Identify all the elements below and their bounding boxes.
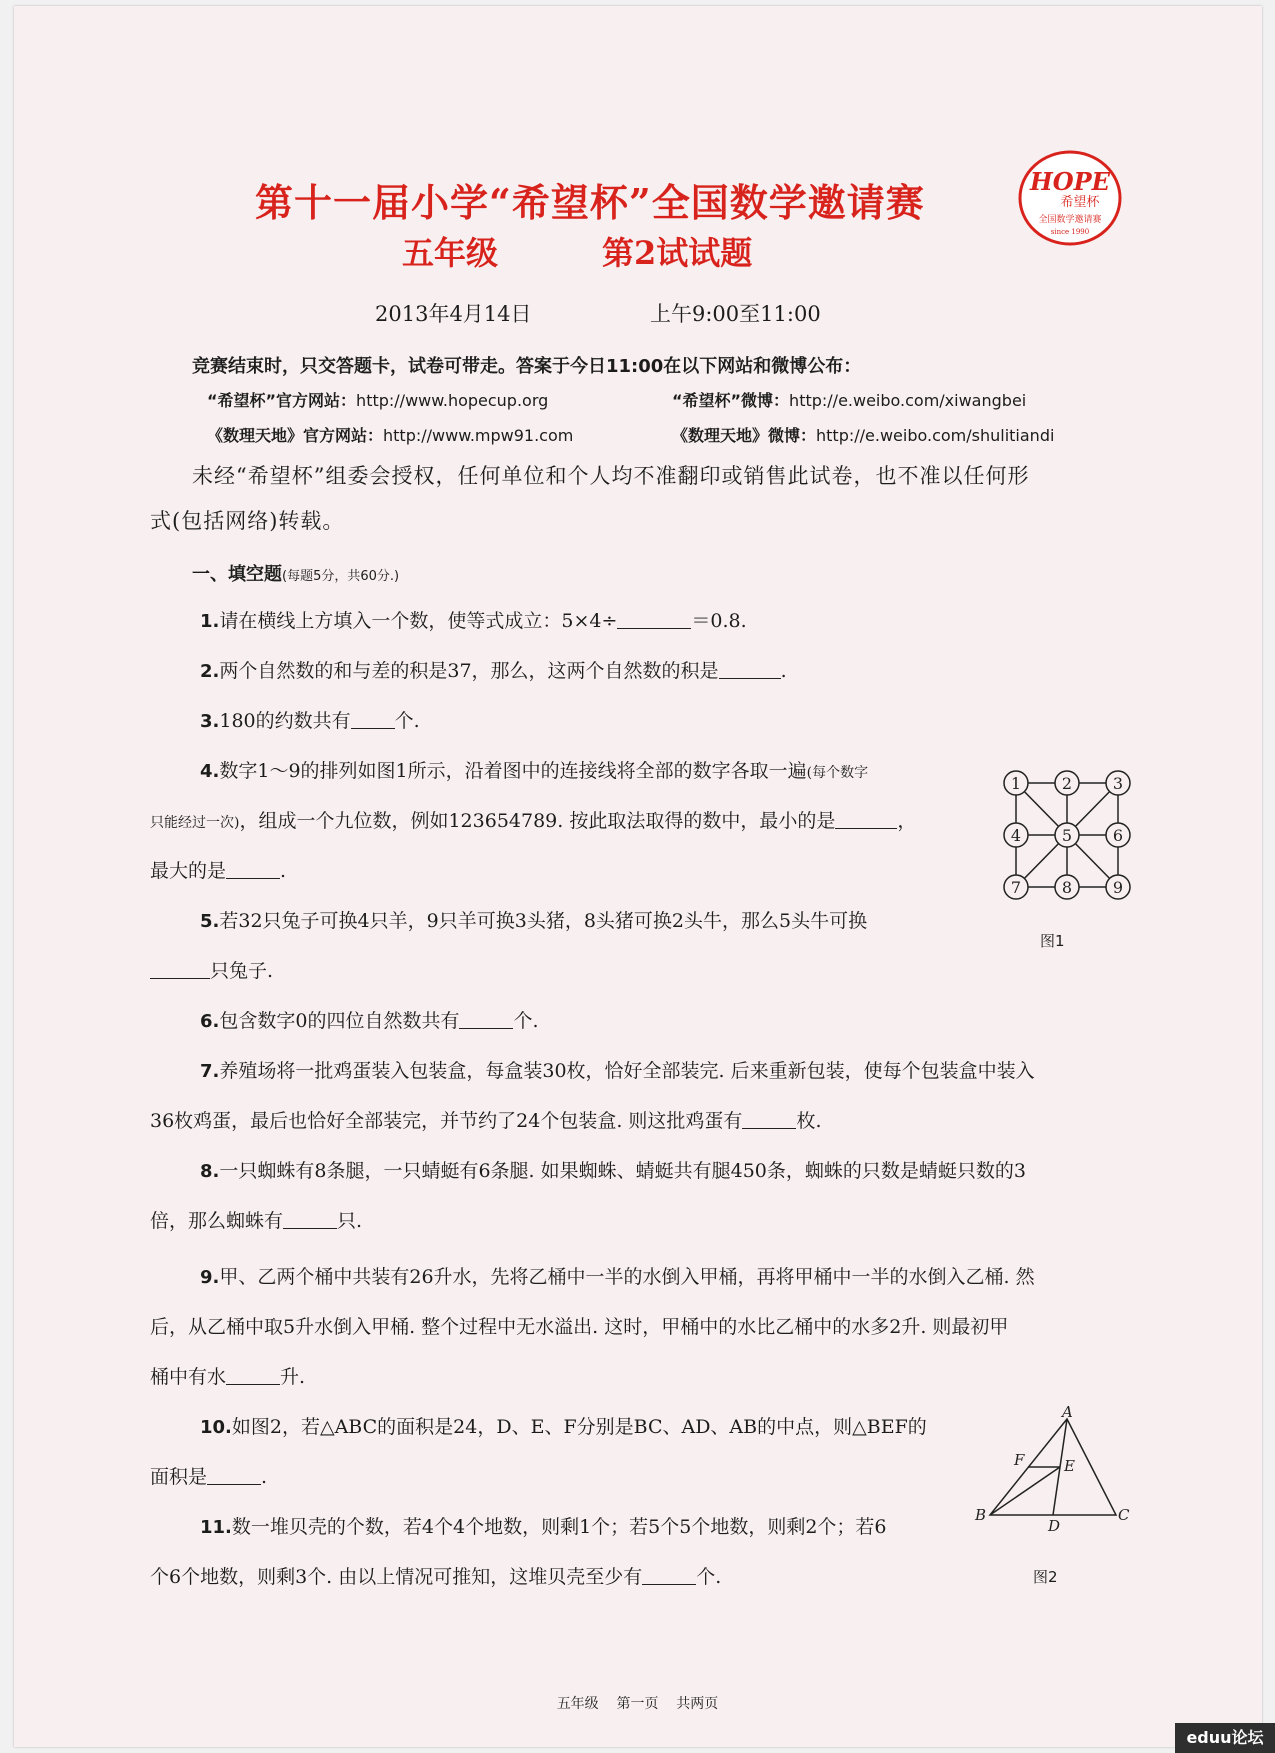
question-5-line-1 bbox=[200, 906, 867, 933]
question-text: 升. bbox=[280, 1366, 306, 1388]
fig1-node-1: 1 bbox=[1010, 774, 1022, 793]
answer-blank[interactable] bbox=[617, 609, 691, 629]
figure-2-caption: 图2 bbox=[1033, 1568, 1058, 1586]
question-text: 如图2，若△ABC的面积是24，D、E、F分别是BC、AD、AB的中点，则△BEF的 bbox=[231, 1416, 927, 1438]
website-1-url[interactable]: http://www.hopecup.org bbox=[356, 391, 549, 410]
website-1 bbox=[207, 388, 548, 411]
website-1-label: “希望杯”官方网站： bbox=[207, 391, 357, 410]
question-text: 个. bbox=[394, 710, 420, 732]
question-text: 36枚鸡蛋，最后也恰好全部装完，并节约了24个包装盒. 则这批鸡蛋有 bbox=[150, 1110, 743, 1132]
question-7-line-1 bbox=[200, 1056, 1035, 1083]
fig1-node-4: 4 bbox=[1010, 826, 1022, 845]
question-number: 10. bbox=[200, 1417, 232, 1438]
figure-1 bbox=[997, 764, 1137, 908]
answer-blank[interactable] bbox=[226, 1365, 280, 1385]
fig1-node-5: 5 bbox=[1061, 826, 1073, 845]
question-note: (每个数字 bbox=[806, 765, 869, 781]
exam-date: 2013年4月14日 bbox=[375, 302, 532, 326]
website-4-url[interactable]: http://e.weibo.com/shulitiandi bbox=[816, 426, 1055, 445]
question-text: 个. bbox=[513, 1010, 539, 1032]
website-4 bbox=[672, 423, 1054, 446]
question-number: 1. bbox=[200, 611, 220, 632]
question-text: 包含数字0的四位自然数共有 bbox=[219, 1010, 460, 1032]
question-4-line-2 bbox=[150, 806, 916, 833]
page-footer: 五年级 第一页 共两页 bbox=[556, 1696, 719, 1712]
fig2-label-f: F bbox=[1014, 1451, 1025, 1469]
question-text: 两个自然数的和与差的积是37，那么，这两个自然数的积是 bbox=[219, 660, 719, 682]
figure-1-caption: 图1 bbox=[1040, 932, 1065, 950]
question-number: 7. bbox=[200, 1061, 220, 1082]
logo-sub2: 全国数学邀请赛 bbox=[1038, 215, 1102, 225]
question-4-line-1 bbox=[200, 756, 868, 783]
question-10-line-2 bbox=[150, 1462, 267, 1489]
exam-time: 上午9:00至11:00 bbox=[650, 302, 821, 326]
fig1-node-8: 8 bbox=[1061, 878, 1073, 897]
question-text: 数字1～9的排列如图1所示，沿着图中的连接线将全部的数字各取一遍 bbox=[219, 760, 807, 782]
test-label: 第2试试题 bbox=[602, 234, 753, 272]
logo-sub1: 希望杯 bbox=[1060, 195, 1100, 210]
copyright-line-1: 未经“希望杯”组委会授权，任何单位和个人均不准翻印或销售此试卷，也不准以任何形 bbox=[192, 464, 1030, 488]
answer-blank[interactable] bbox=[226, 859, 280, 879]
answer-blank[interactable] bbox=[719, 659, 781, 679]
question-text: 若32只兔子可换4只羊，9只羊可换3头猪，8头猪可换2头牛，那么5头牛可换 bbox=[219, 910, 868, 932]
question-number: 6. bbox=[200, 1011, 220, 1032]
question-text: . bbox=[780, 660, 787, 682]
figure-2 bbox=[970, 1405, 1130, 1539]
question-text: 只. bbox=[337, 1210, 363, 1232]
question-text: 枚. bbox=[796, 1110, 822, 1132]
section-title: 一、填空题 bbox=[192, 564, 282, 585]
question-3 bbox=[200, 706, 420, 733]
question-text: 180的约数共有 bbox=[219, 710, 351, 732]
notice-text: 竞赛结束时，只交答题卡，试卷可带走。答案于今日11:00在以下网站和微博公布： bbox=[192, 356, 862, 377]
fig2-label-d: D bbox=[1048, 1517, 1061, 1535]
question-text: 最大的是 bbox=[150, 860, 227, 882]
question-text: 面积是 bbox=[150, 1466, 208, 1488]
question-text: 养殖场将一批鸡蛋装入包装盒，每盒装30枚，恰好全部装完. 后来重新包装，使每个包装盒中装入 bbox=[219, 1060, 1035, 1082]
question-number: 9. bbox=[200, 1267, 220, 1288]
grade-label: 五年级 bbox=[402, 234, 499, 272]
question-text: 只兔子. bbox=[210, 960, 274, 982]
question-10-line-1 bbox=[200, 1412, 927, 1439]
answer-blank[interactable] bbox=[835, 809, 897, 829]
answer-blank[interactable] bbox=[459, 1009, 513, 1029]
question-text: 请在横线上方填入一个数，使等式成立：5×4÷ bbox=[219, 610, 618, 632]
question-5-line-2 bbox=[150, 956, 273, 983]
question-text: ， bbox=[897, 810, 917, 832]
question-text: 一只蜘蛛有8条腿，一只蜻蜓有6条腿. 如果蜘蛛、蜻蜓共有腿450条，蜘蛛的只数是蜻蜓只数的3 bbox=[219, 1160, 1026, 1182]
question-11-line-1 bbox=[200, 1512, 887, 1539]
question-text: . bbox=[261, 1466, 268, 1488]
section-heading bbox=[192, 560, 399, 586]
answer-blank[interactable] bbox=[207, 1465, 261, 1485]
answer-blank[interactable] bbox=[283, 1209, 337, 1229]
question-number: 8. bbox=[200, 1161, 220, 1182]
question-number: 3. bbox=[200, 711, 220, 732]
fig1-node-9: 9 bbox=[1112, 878, 1124, 897]
website-3-url[interactable]: http://www.mpw91.com bbox=[383, 426, 574, 445]
question-6 bbox=[200, 1006, 539, 1033]
copyright-line-2: 式(包括网络)转载。 bbox=[150, 509, 345, 533]
question-8-line-1 bbox=[200, 1156, 1026, 1183]
logo-text: HOPE bbox=[1030, 167, 1110, 196]
question-9-line-1 bbox=[200, 1262, 1035, 1289]
website-3 bbox=[207, 423, 573, 446]
exam-title: 第十一届小学“希望杯”全国数学邀请赛 bbox=[255, 180, 925, 225]
question-text: 后，从乙桶中取5升水倒入甲桶. 整个过程中无水溢出. 这时，甲桶中的水比乙桶中的水多2升. 则最初甲 bbox=[150, 1316, 1009, 1338]
fig2-label-b: B bbox=[975, 1506, 987, 1524]
question-text: 倍，那么蜘蛛有 bbox=[150, 1210, 284, 1232]
answer-blank[interactable] bbox=[351, 709, 395, 729]
website-2-label: “希望杯”微博： bbox=[672, 391, 790, 410]
question-7-line-2 bbox=[150, 1106, 821, 1133]
question-9-line-3 bbox=[150, 1362, 305, 1389]
website-4-label: 《数理天地》微博： bbox=[672, 426, 817, 445]
question-text: ＝0.8. bbox=[691, 610, 747, 632]
question-text: . bbox=[280, 860, 287, 882]
website-2-url[interactable]: http://e.weibo.com/xiwangbei bbox=[789, 391, 1027, 410]
question-text: 甲、乙两个桶中共装有26升水，先将乙桶中一半的水倒入甲桶，再将甲桶中一半的水倒入乙桶. 然 bbox=[219, 1266, 1035, 1288]
question-text: 数一堆贝壳的个数，若4个4个地数，则剩1个；若5个5个地数，则剩2个；若6 bbox=[231, 1516, 887, 1538]
answer-blank[interactable] bbox=[742, 1109, 796, 1129]
fig2-label-a: A bbox=[1062, 1405, 1073, 1421]
watermark: eduu论坛 bbox=[1175, 1723, 1275, 1753]
fig1-node-3: 3 bbox=[1112, 774, 1124, 793]
website-3-label: 《数理天地》官方网站： bbox=[207, 426, 384, 445]
hope-logo bbox=[1014, 146, 1126, 254]
fig1-node-6: 6 bbox=[1112, 826, 1124, 845]
website-2 bbox=[672, 388, 1026, 411]
fig1-node-2: 2 bbox=[1061, 774, 1073, 793]
fig2-label-c: C bbox=[1118, 1506, 1130, 1524]
fig1-node-7: 7 bbox=[1010, 878, 1022, 897]
question-text: ，组成一个九位数，例如123654789. 按此取法取得的数中，最小的是 bbox=[239, 810, 836, 832]
question-9-line-2 bbox=[150, 1312, 1008, 1339]
question-number: 4. bbox=[200, 761, 220, 782]
section-note: (每题5分，共60分.) bbox=[282, 569, 400, 584]
question-note: 只能经过一次) bbox=[150, 815, 240, 831]
question-text: 桶中有水 bbox=[150, 1366, 227, 1388]
question-2 bbox=[200, 656, 787, 683]
question-4-line-3 bbox=[150, 856, 286, 883]
answer-blank[interactable] bbox=[642, 1565, 696, 1585]
fig2-label-e: E bbox=[1064, 1457, 1075, 1475]
question-11-line-2 bbox=[150, 1562, 721, 1589]
question-text: 个6个地数，则剩3个. 由以上情况可推知，这堆贝壳至少有 bbox=[150, 1566, 643, 1588]
logo-sub3: since 1990 bbox=[1050, 228, 1090, 236]
answer-blank[interactable] bbox=[150, 959, 210, 979]
question-number: 2. bbox=[200, 661, 220, 682]
question-8-line-2 bbox=[150, 1206, 362, 1233]
question-text: 个. bbox=[696, 1566, 722, 1588]
question-number: 11. bbox=[200, 1517, 232, 1538]
question-1 bbox=[200, 606, 747, 633]
question-number: 5. bbox=[200, 911, 220, 932]
